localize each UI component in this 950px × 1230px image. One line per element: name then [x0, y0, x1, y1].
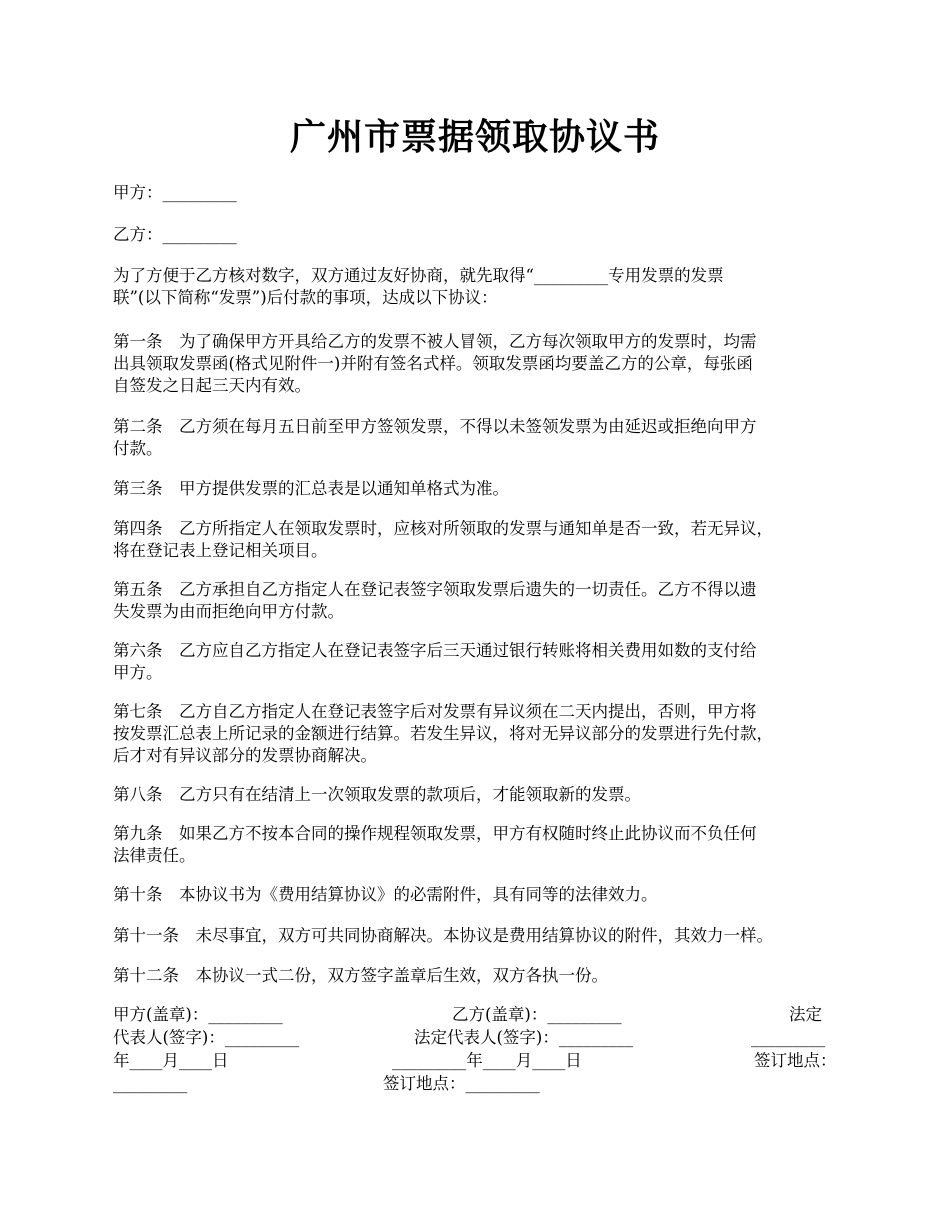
- article-line: 第十二条 本协议一式二份，双方签字盖章后生效，双方各执一份。: [113, 966, 608, 985]
- party-b-date: _________年____月____日: [392, 1051, 582, 1070]
- intro-line: 为了方便于乙方核对数字，双方通过友好协商，就先取得“_________专用发票的发票: [113, 266, 724, 285]
- article-line: 后才对有异议部分的发票协商解决。: [113, 746, 377, 765]
- signing-place-blank: _________: [113, 1074, 188, 1093]
- article-line: 将在登记表上登记相关项目。: [113, 541, 328, 560]
- article-line: 第三条 甲方提供发票的汇总表是以通知单格式为准。: [113, 479, 509, 498]
- party-a-date: 年____月____日: [113, 1051, 229, 1070]
- party-b-text: 乙方：_________: [113, 225, 237, 244]
- article-line: 第十一条 未尽事宜，双方可共同协商解决。本协议是费用结算协议的附件，其效力一样。: [113, 926, 773, 945]
- party-a-line: [113, 182, 853, 204]
- article-line: 付款。: [113, 439, 163, 458]
- signing-place-b: 签订地点：_________: [383, 1074, 540, 1093]
- article-line: 甲方。: [113, 663, 163, 682]
- article-line: 第八条 乙方只有在结清上一次领取发票的款项后，才能领取新的发票。: [113, 785, 641, 804]
- article-10: [113, 884, 853, 906]
- party-b-seal: 乙方(盖章)：_________: [452, 1005, 622, 1024]
- blank-line: _________: [751, 1028, 826, 1047]
- intro-line: 联”(以下简称“发票”)后付款的事项，达成以下协议：: [113, 288, 498, 307]
- signing-place-label: 签订地点：: [754, 1051, 837, 1070]
- document-title: 广州市票据领取协议书: [289, 116, 660, 158]
- legal-label: 法定: [789, 1005, 822, 1024]
- article-line: 第七条 乙方自乙方指定人在登记表签字后对发票有异议须在二天内提出，否则，甲方将: [113, 702, 757, 721]
- article-line: 法律责任。: [113, 846, 196, 865]
- article-line: 出具领取发票函(格式见附件一)并附有签名式样。领取发票函均要盖乙方的公章，每张函: [113, 354, 753, 373]
- article-9: [113, 823, 853, 867]
- party-a-seal: 甲方(盖章)：_________: [113, 1005, 283, 1024]
- article-7: [113, 701, 853, 767]
- article-line: 按发票汇总表上所记录的金额进行结算。若发生异议，将对无异议部分的发票进行先付款，: [113, 724, 773, 743]
- article-line: 第一条 为了确保甲方开具给乙方的发票不被人冒领，乙方每次领取甲方的发票时，均需: [113, 332, 757, 351]
- article-1: [113, 331, 853, 397]
- article-line: 第九条 如果乙方不按本合同的操作规程领取发票，甲方有权随时终止此协议而不负任何: [113, 824, 757, 843]
- article-line: 失发票为由而拒绝向甲方付款。: [113, 602, 344, 621]
- article-12: [113, 965, 853, 987]
- party-b-representative: 法定代表人(签字)：_________: [414, 1028, 634, 1047]
- article-8: [113, 784, 853, 806]
- article-line: 第二条 乙方须在每月五日前至甲方签领发票，不得以未签领发票为由延迟或拒绝向甲方: [113, 417, 757, 436]
- article-3: [113, 478, 853, 500]
- party-a-representative: 代表人(签字)：_________: [113, 1028, 300, 1047]
- article-6: [113, 640, 853, 684]
- article-line: 第十条 本协议书为《费用结算协议》的必需附件，具有同等的法律效力。: [113, 885, 658, 904]
- article-line: 第四条 乙方所指定人在领取发票时，应核对所领取的发票与通知单是否一致，若无异议，: [113, 519, 773, 538]
- article-2: [113, 416, 853, 460]
- article-5: [113, 579, 853, 623]
- article-line: 第六条 乙方应自乙方指定人在登记表签字后三天通过银行转账将相关费用如数的支付给: [113, 641, 757, 660]
- party-b-line: [113, 224, 853, 246]
- article-11: [113, 925, 853, 947]
- party-a-text: 甲方：_________: [113, 183, 237, 202]
- article-line: 第五条 乙方承担自乙方指定人在登记表签字领取发票后遗失的一切责任。乙方不得以遗: [113, 580, 757, 599]
- article-4: [113, 518, 853, 562]
- intro-paragraph: [113, 265, 853, 309]
- article-line: 自签发之日起三天内有效。: [113, 376, 311, 395]
